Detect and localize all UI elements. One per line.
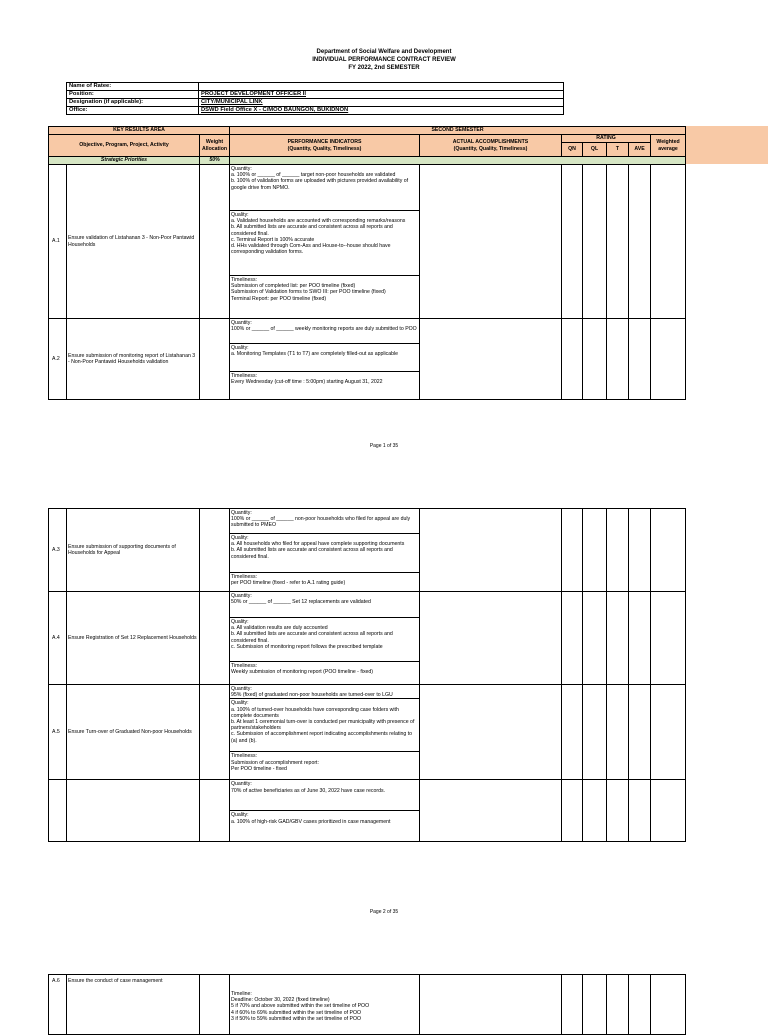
row-accomplishment[interactable] [420,592,562,685]
row-code: A.6 [49,975,67,1035]
info-row-designation [67,99,564,107]
info-label: Position: [67,91,199,99]
indicator-quantity: Quantity: 70% of active beneficiaries as of June 30, 2022 have case records. [230,780,420,811]
row-qn[interactable] [562,780,583,842]
indicator-quality: Quality: a. All validation results are duly accounted b. All submitted lists are accurate and consistent across all reports and considered final. c. Submission of monitoring report follows the prescribed template [230,618,420,662]
indicator-timeliness: Timeliness: Submission of accomplishment report: Per POO timeline - fixed [230,752,420,780]
indicator-quality: Quality: a. Validated households are accounted with corresponding remarks/reasons b. All submitted lists are accurate and consistent across all reports and considered final. c. Terminal Report is 100% accurate d. HHs validated through Com-Ass and House-to--house should have corresponding validation forms. [230,211,420,276]
info-row-name [67,83,564,91]
table-row [49,319,686,344]
row-ql[interactable] [583,975,607,1035]
performance-indicators-header [230,135,420,157]
ipcr-table-page-1 [48,126,686,400]
row-accomplishment[interactable] [420,509,562,592]
row-weighted[interactable] [651,592,686,685]
row-code: A.1 [49,165,67,319]
indicator-quantity: Quantity: a. 100% or ______ of ______ target non-poor households are validated b. 100% of validation forms are uploaded with pictures provided availability of google drive from NPMO. [230,165,420,211]
row-ql[interactable] [583,509,607,592]
form-title: INDIVIDUAL PERFORMANCE CONTRACT REVIEW [312,57,456,63]
row-objective: Ensure submission of supporting documents of Households for Appeal [67,509,200,592]
indicator-quantity: Quantity: 100% or ______ of ______ weekly monitoring reports are duly submitted to POO [230,319,420,344]
aa-title: ACTUAL ACCOMPLISHMENTS [452,139,529,146]
ipcr-table-page-3 [48,974,686,1035]
table-row [49,509,686,534]
row-ql[interactable] [583,592,607,685]
indicator-quality: Quality: a. Monitoring Templates (T1 to T7) are completely filled-out as applicable [230,344,420,372]
objective-header: Objective, Program, Project, Activity [49,135,200,157]
table-row [49,975,686,1035]
row-ave[interactable] [629,780,651,842]
ipcr-table-page-2 [48,508,686,842]
row-ave[interactable] [629,319,651,400]
row-qn[interactable] [562,975,583,1035]
row-code [49,780,67,842]
indicator-timeliness: Timeliness: Every Wednesday (cut-off time : 5:00pm) starting August 31, 2022 [230,372,420,400]
strategic-priorities-label: Strategic Priorities [49,157,200,165]
row-ave[interactable] [629,165,651,319]
indicator-timeline: Timeline: Deadline: October 30, 2022 (fixed timeline) 5 if 70% and above submitted within the set timeline of POO 4 if 60% to 69% submitted within the set timeline of POO 3 if 50% to 59% submitted within the set timeline of POO [230,975,420,1035]
row-t[interactable] [607,780,629,842]
info-label: Designation (if applicable): [67,99,199,107]
row-weight [200,165,230,319]
rating-header: RATING [562,135,651,143]
strategic-filler [230,157,686,165]
header-highlight [685,126,768,164]
row-weight [200,592,230,685]
row-t[interactable] [607,685,629,780]
row-ave[interactable] [629,509,651,592]
row-weight [200,319,230,400]
table-row [49,780,686,811]
row-weighted[interactable] [651,165,686,319]
row-objective: Ensure validation of Listahanan 3 - Non-Poor Pantawid Households [67,165,200,319]
table-row [49,165,686,211]
row-t[interactable] [607,509,629,592]
ave-header: AVE [629,143,651,157]
row-objective [67,780,200,842]
row-ave[interactable] [629,975,651,1035]
indicator-timeliness: Timeliness: Submission of completed list: per POO timeline (fixed) Submission of Validation forms to SWO III: per POO timeline (fixed) Terminal Report: per POO timeline (fixed) [230,276,420,319]
indicator-timeliness: Timeliness: Weekly submission of monitoring report (POO timeline - fixed) [230,662,420,685]
row-weighted[interactable] [651,509,686,592]
row-weighted[interactable] [651,319,686,400]
row-qn[interactable] [562,165,583,319]
info-row-position [67,91,564,99]
table-row [49,685,686,699]
pi-subtitle: (Quantity, Quality, Timeliness) [287,145,362,152]
indicator-quality: Quality: a. All households who filed for appeal have complete supporting documents b. All submitted lists are accurate and consistent across all reports and considered final. [230,534,420,573]
row-code: A.4 [49,592,67,685]
row-ave[interactable] [629,685,651,780]
row-accomplishment[interactable] [420,685,562,780]
page-number: Page 2 of 35 [369,909,399,915]
row-weight [200,780,230,842]
kra-header: KEY RESULTS AREA [49,127,230,135]
weighted-average-header: Weighted average [651,135,686,157]
row-ql[interactable] [583,319,607,400]
row-t[interactable] [607,975,629,1035]
info-row-office [67,107,564,115]
row-code: A.5 [49,685,67,780]
row-accomplishment[interactable] [420,319,562,400]
indicator-quality: Quality: a. 100% of high-risk GAD/GBV cases prioritized in case management [230,811,420,842]
ql-header: QL [583,143,607,157]
aa-subtitle: (Quantity, Quality, Timeliness) [453,145,528,152]
info-value: DSWD Field Office X - C/MOO BAUNGON, BUKIDNON [199,107,564,115]
agency-title: Department of Social Welfare and Development [316,49,452,55]
indicator-quantity: Quantity: 95% (fixed) of graduated non-poor households are turned-over to LGU [230,685,420,699]
row-objective: Ensure submission of monitoring report of Listahanan 3 - Non-Poor Pantawid Households validation [67,319,200,400]
info-label: Office: [67,107,199,115]
row-ql[interactable] [583,165,607,319]
info-label: Name of Ratee: [67,83,199,91]
row-weighted[interactable] [651,975,686,1035]
row-weighted[interactable] [651,780,686,842]
row-ave[interactable] [629,592,651,685]
strategic-weight: 50% [200,157,230,165]
row-objective: Ensure Turn-over of Graduated Non-poor Households [67,685,200,780]
row-t[interactable] [607,592,629,685]
row-accomplishment[interactable] [420,780,562,842]
second-semester-header: SECOND SEMESTER [230,127,686,135]
row-weight [200,509,230,592]
qn-header: QN [562,143,583,157]
pi-title: PERFORMANCE INDICATORS [287,139,362,146]
indicator-quantity: Quantity: 100% or ______ of ______ non-poor households who filed for appeal are duly submitted to PMEO [230,509,420,534]
row-accomplishment[interactable] [420,975,562,1035]
row-objective: Ensure Registration of Set 12 Replacement Households [67,592,200,685]
row-weighted[interactable] [651,685,686,780]
row-t[interactable] [607,165,629,319]
info-value [199,83,564,91]
row-qn[interactable] [562,592,583,685]
row-code: A.2 [49,319,67,400]
row-accomplishment[interactable] [420,165,562,319]
row-qn[interactable] [562,319,583,400]
info-value: PROJECT DEVELOPMENT OFFICER II [199,91,564,99]
t-header: T [607,143,629,157]
row-ql[interactable] [583,780,607,842]
indicator-timeliness: Timeliness: per POO timeline (fixed - refer to A.1 rating guide) [230,573,420,592]
indicator-quality: Quality: a. 100% of turned-over households have corresponding case folders with complete documents b. At least 1 ceremonial turn-over is conducted per municipality with presence of partners/stakeholders c. Submission of accomplishment report indicating accomplishments relating to (a) and (b). [230,699,420,752]
row-code: A.3 [49,509,67,592]
row-ql[interactable] [583,685,607,780]
weight-header: Weight Allocation [200,135,230,157]
info-value: CITY/MUNICIPAL LINK [199,99,564,107]
row-weight [200,975,230,1035]
table-row [49,592,686,618]
page-number: Page 1 of 35 [369,443,399,449]
indicator-quantity: Quantity: 50% or ______ of ______ Set 12 replacements are validated [230,592,420,618]
period-title: FY 2022, 2nd SEMESTER [348,65,420,71]
row-qn[interactable] [562,685,583,780]
ratee-info-table [66,82,564,115]
actual-accomplishments-header [420,135,562,157]
row-weight [200,685,230,780]
row-t[interactable] [607,319,629,400]
row-objective: Ensure the conduct of case management [67,975,200,1035]
row-qn[interactable] [562,509,583,592]
